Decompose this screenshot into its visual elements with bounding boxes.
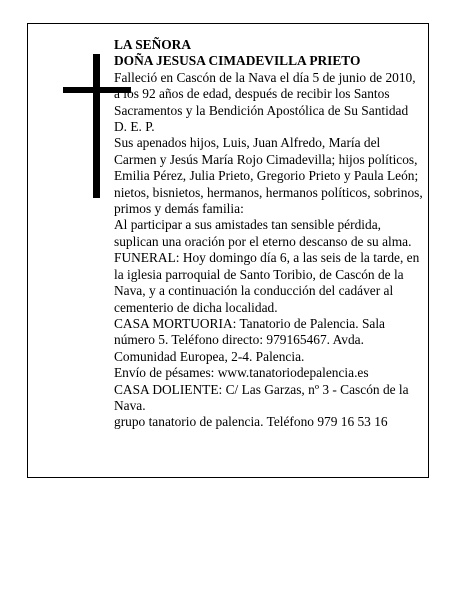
condolences-line: Envío de pésames: www.tanatoriodepalencia.es	[114, 365, 369, 381]
prayer-request: Al participar a sus amistades tan sensible pérdida, suplican una oración por el eterno descanso de su alma.	[114, 217, 412, 249]
home-address: CASA DOLIENTE: C/ Las Garzas, nº 3 - Cascón de la Nava.	[114, 381, 409, 413]
cross-vertical-bar	[93, 54, 100, 198]
funeral-details: FUNERAL: Hoy domingo día 6, a las seis de la tarde, en la iglesia parroquial de Santo Toribio, de Cascón de la Nava, y a continuación la conducción del cadáver al cementerio de dicha localidad.	[114, 250, 420, 315]
notice-title: LA SEÑORA	[114, 37, 192, 52]
family-list: Sus apenados hijos, Luis, Juan Alfredo, María del Carmen y Jesús María Rojo Cimadevilla; hijos políticos, Emilia Pérez, Julia Prieto, Gregorio Prieto y Paula León; nietos, bisnietos, hermanos, hermanos políticos, sobrinos, primos y demás familia:	[114, 135, 423, 217]
death-announcement: Falleció en Cascón de la Nava el día 5 de junio de 2010, a los 92 años de edad, después de recibir los Santos Sacramentos y la Bendición Apostólica de Su Santidad	[114, 69, 416, 118]
obituary-notice	[27, 23, 429, 478]
obituary-text	[114, 37, 424, 431]
rest-in-peace: D. E. P.	[114, 119, 155, 135]
funeral-service-footer: grupo tanatorio de palencia. Teléfono 979 16 53 16	[114, 414, 388, 430]
deceased-name: DOÑA JESUSA CIMADEVILLA PRIETO	[114, 53, 361, 69]
mortuary-details: CASA MORTUORIA: Tanatorio de Palencia. Sala número 5. Teléfono directo: 979165467. Avda. Comunidad Europea, 2-4. Palencia.	[114, 315, 385, 364]
